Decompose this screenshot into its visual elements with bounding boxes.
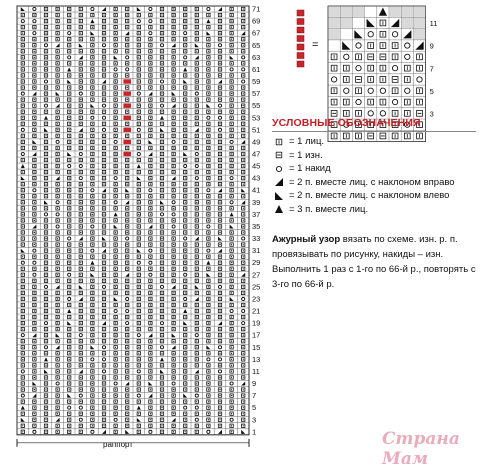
row-number: 39 [252,197,261,207]
legend-item-label: = 2 п. вместе лиц. с наклоном вправо [289,176,455,188]
purl-symbol-icon [274,150,284,160]
highlight-cell [123,91,131,95]
highlight-cell [123,128,131,132]
main-chart-cells [17,6,249,435]
row-number: 57 [252,89,261,99]
shaded-cell [341,6,352,17]
row-number: 7 [252,391,257,401]
row-number: 65 [252,40,261,50]
highlight-key-cell [297,53,304,59]
highlight-cell [123,152,131,156]
shaded-cell [328,18,339,29]
instructions-heading: Ажурный узор [272,234,341,245]
highlight-key-cell [297,27,304,33]
legend-item [274,136,324,147]
yarn-over-circle-icon [274,164,284,174]
row-number: 53 [252,113,261,123]
shaded-cell [328,6,339,17]
highlight-cell [123,103,131,107]
row-number: 27 [252,270,261,280]
equals-sign: = [312,39,319,51]
row-number: 23 [252,294,261,304]
row-number: 43 [252,173,261,183]
row-number: 47 [252,149,261,159]
shaded-cell [402,6,413,17]
highlight-key-cell [297,44,304,50]
instructions-paragraph [272,232,478,292]
small-row-number: 7 [429,64,434,74]
small-row-number: 9 [429,41,434,51]
row-number: 59 [252,77,261,87]
small-row-number: 3 [429,109,434,119]
legend-item [274,190,449,201]
watermark-logo: Страна Мам [382,429,460,469]
row-number: 15 [252,342,261,352]
shaded-cell [341,18,352,29]
highlight-key-cell [297,61,304,67]
legend-divider [272,131,476,132]
highlight-cell [123,116,131,120]
highlight-key-cell [297,36,304,42]
highlight-cell [123,140,131,144]
legend-item [274,177,455,188]
row-number: 49 [252,137,261,147]
shaded-cell [414,6,425,17]
legend-item [274,204,368,215]
shaded-cell [389,6,400,17]
legend-item-label: = 1 лиц. [289,136,325,147]
row-number: 35 [252,221,261,231]
row-number: 5 [252,403,257,413]
shaded-cell [414,29,425,40]
row-number: 51 [252,125,261,135]
legend-item [274,163,331,174]
row-number: 21 [252,306,261,316]
shaded-cell [328,29,339,40]
row-number: 67 [252,28,261,38]
row-number: 55 [252,101,261,111]
rapport-label: раппорт [103,440,133,449]
left-slant-triangle-icon [274,191,284,201]
row-number: 69 [252,16,261,26]
row-number: 3 [252,415,257,425]
small-row-number: 11 [429,19,438,29]
row-number: 11 [252,366,260,376]
small-row-number: 5 [429,86,434,96]
legend-item-label: = 2 п. вместе лиц. с наклоном влево [289,190,450,201]
right-slant-triangle-icon [274,177,284,187]
row-number: 71 [252,4,261,14]
row-number: 19 [252,318,261,328]
row-number: 29 [252,258,261,268]
highlight-key-cell [297,10,304,16]
row-number: 63 [252,52,261,62]
legend-item-label: = 1 изн. [289,149,323,161]
shaded-cell [353,6,364,17]
shaded-cell [402,18,413,29]
row-number: 31 [252,246,261,256]
center-triangle-icon [274,204,284,214]
highlight-key-cell [297,19,304,25]
knit-symbol-icon [274,137,284,147]
legend-item-label: = 1 накид [289,163,331,174]
highlight-cell [123,79,131,83]
legend-title: УСЛОВНЫЕ ОБОЗНАЧЕНИЯ [272,117,421,129]
row-number: 9 [252,379,257,389]
row-number: 25 [252,282,261,292]
row-number: 13 [252,354,261,364]
row-number: 61 [252,64,261,74]
row-number: 1 [252,427,257,437]
row-number: 33 [252,234,261,244]
shaded-cell [414,18,425,29]
row-number: 17 [252,330,261,340]
legend-item [274,150,323,161]
row-number: 45 [252,161,261,171]
instructions-body: вязать по схеме. изн. р. п. провязывать по рисунку, накиды – изн. Выполнить 1 раз с 1-го по 66-й р., повторять с 3-го по 66-й р. [272,234,476,290]
row-number: 41 [252,185,261,195]
legend-item-label: = 3 п. вместе лиц. [289,203,369,215]
row-number: 37 [252,209,261,219]
